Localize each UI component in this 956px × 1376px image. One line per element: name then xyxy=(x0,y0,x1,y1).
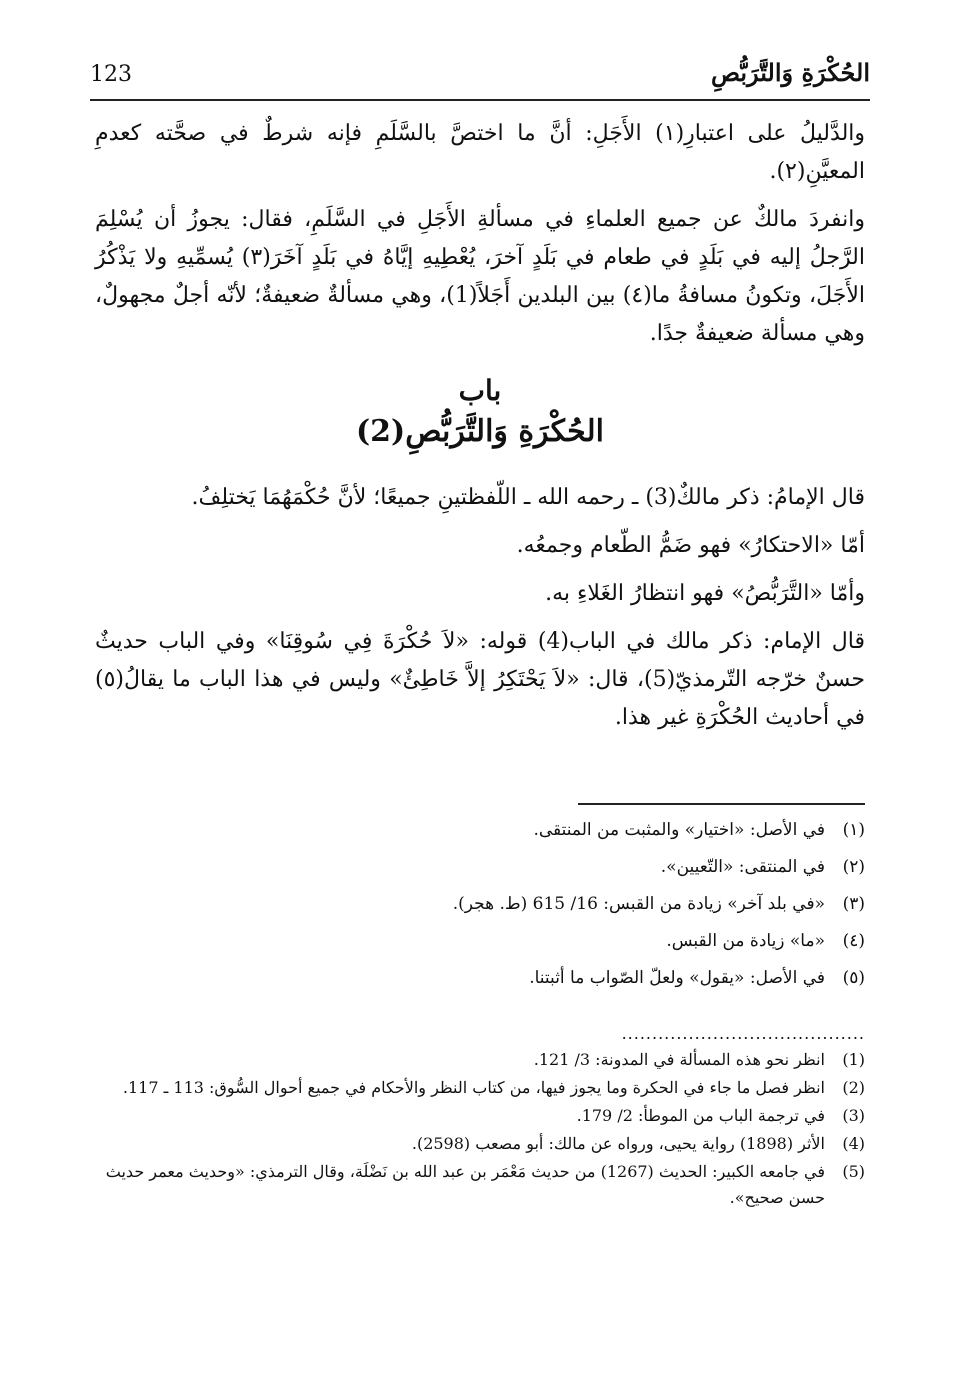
footnote xyxy=(95,1103,865,1129)
footnote-number: (٣) xyxy=(842,894,865,914)
paragraph: أمّا «الاحتكارُ» فهو ضَمُّ الطّعام وجمعُه. xyxy=(516,533,865,558)
footnote-number: (3) xyxy=(842,1106,865,1125)
footnote xyxy=(95,1047,865,1073)
paragraph: قال الإمامُ: ذكر مالكٌ(3) ـ رحمه الله ـ اللّفظتينِ جميعًا؛ لأنَّ حُكْمَهُمَا يَختلِفُ. xyxy=(191,485,865,510)
paragraph: والدَّليلُ على اعتبارِ(١) الأَجَلِ: أنَّ ما اختصَّ بالسَّلَمِ فإنه شرطٌ في صحَّته كعدمِ المعيَّنِ(٢). xyxy=(95,121,866,184)
footnote xyxy=(95,1131,865,1157)
footnote-text: في الأصل: «يقول» ولعلّ الصّواب ما أثبتنا. xyxy=(529,968,825,988)
paragraph: وأمّا «التَّرَبُّصُ» فهو انتظارُ الغَلاءِ به. xyxy=(545,581,865,606)
footnote-number: (٤) xyxy=(842,931,865,951)
paragraph: وانفردَ مالكٌ عن جميع العلماءِ في مسألةِ الأَجَلِ في السَّلَمِ، فقال: يجوزُ أن يُسْلِمَ الرَّجلُ إليه في بَلَدٍ في طعام في بَلَدٍ آخرَ، يُعْطِيهِ إيَّاهُ في بَلَدٍ آخَرَ(٣) يُسمِّيهِ ولا يَذْكُرُ الأَجَلَ، وتكونُ مسافةُ ما(٤) بين البلدين أَجَلاً(1)، وهي مسألةٌ ضعيفةٌ؛ لأنّه أجلٌ مجهولٌ، وهي مسألة ضعيفةٌ جدًا. xyxy=(95,207,865,346)
footnote xyxy=(95,815,865,845)
footnote xyxy=(95,926,865,956)
footnote xyxy=(95,852,865,882)
footnote-number: (١) xyxy=(842,820,865,840)
page-header xyxy=(90,58,870,98)
main-text xyxy=(95,115,865,747)
footnote xyxy=(95,1159,865,1211)
footnote-text: في ترجمة الباب من الموطأ: 2/ 179. xyxy=(576,1106,825,1125)
dotted-separator: ........................................ xyxy=(621,1024,865,1043)
running-title: الحُكْرَةِ وَالتَّرَبُّصِ xyxy=(710,58,870,87)
footnote-number: (٥) xyxy=(842,968,865,988)
footnote xyxy=(95,963,865,993)
footnote xyxy=(95,1075,865,1101)
paragraph: قال الإمام: ذكر مالك في الباب(4) قوله: «لاَ حُكْرَةَ فِي سُوقِنَا» وفي الباب حديثٌ حسنٌ خرّجه التّرمذيّ(5)، قال: «لاَ يَحْتَكِرُ إلاَّ خَاطِئٌ» وليس في هذا الباب ما يقالُ(٥) في أحاديث الحُكْرَةِ غير هذا. xyxy=(95,629,865,730)
footnote-text: في جامعه الكبير: الحديث (1267) من حديث مَعْمَر بن عبد الله بن نَضْلَة، وقال الترمذي: «وحديث معمر حديث حسن صحيح». xyxy=(105,1162,825,1207)
header-divider xyxy=(90,99,870,101)
footnote-text: الأثر (1898) رواية يحيى، ورواه عن مالك: أبو مصعب (2598). xyxy=(411,1134,825,1153)
chapter-title: الحُكْرَةِ وَالتَّرَبُّصِ(2) xyxy=(355,414,605,449)
source-footnotes xyxy=(95,1047,865,1213)
footnote xyxy=(95,889,865,919)
footnote-text: انظر نحو هذه المسألة في المدونة: 3/ 121. xyxy=(533,1050,825,1069)
footnote-text: في الأصل: «اختيار» والمثبت من المنتقى. xyxy=(533,820,825,840)
footnote-number: (٢) xyxy=(842,857,865,877)
editor-footnotes xyxy=(95,815,865,1000)
chapter-heading xyxy=(95,371,865,453)
footnote-divider xyxy=(578,803,865,805)
chapter-label: باب xyxy=(458,374,502,407)
footnote-number: (2) xyxy=(842,1078,865,1097)
footnote-number: (4) xyxy=(842,1134,865,1153)
page-number: 123 xyxy=(90,62,132,87)
footnote-text: «في بلد آخر» زيادة من القبس: 16/ 615 (ط. هجر). xyxy=(452,894,825,914)
footnote-text: «ما» زيادة من القبس. xyxy=(666,931,825,951)
footnote-text: انظر فصل ما جاء في الحكرة وما يجوز فيها، من كتاب النظر والأحكام في جميع أحوال السُّوق: 113 ـ 117. xyxy=(122,1078,825,1097)
footnote-number: (5) xyxy=(842,1162,865,1181)
footnote-text: في المنتقى: «التّعيين». xyxy=(660,857,825,877)
footnote-number: (1) xyxy=(842,1050,865,1069)
